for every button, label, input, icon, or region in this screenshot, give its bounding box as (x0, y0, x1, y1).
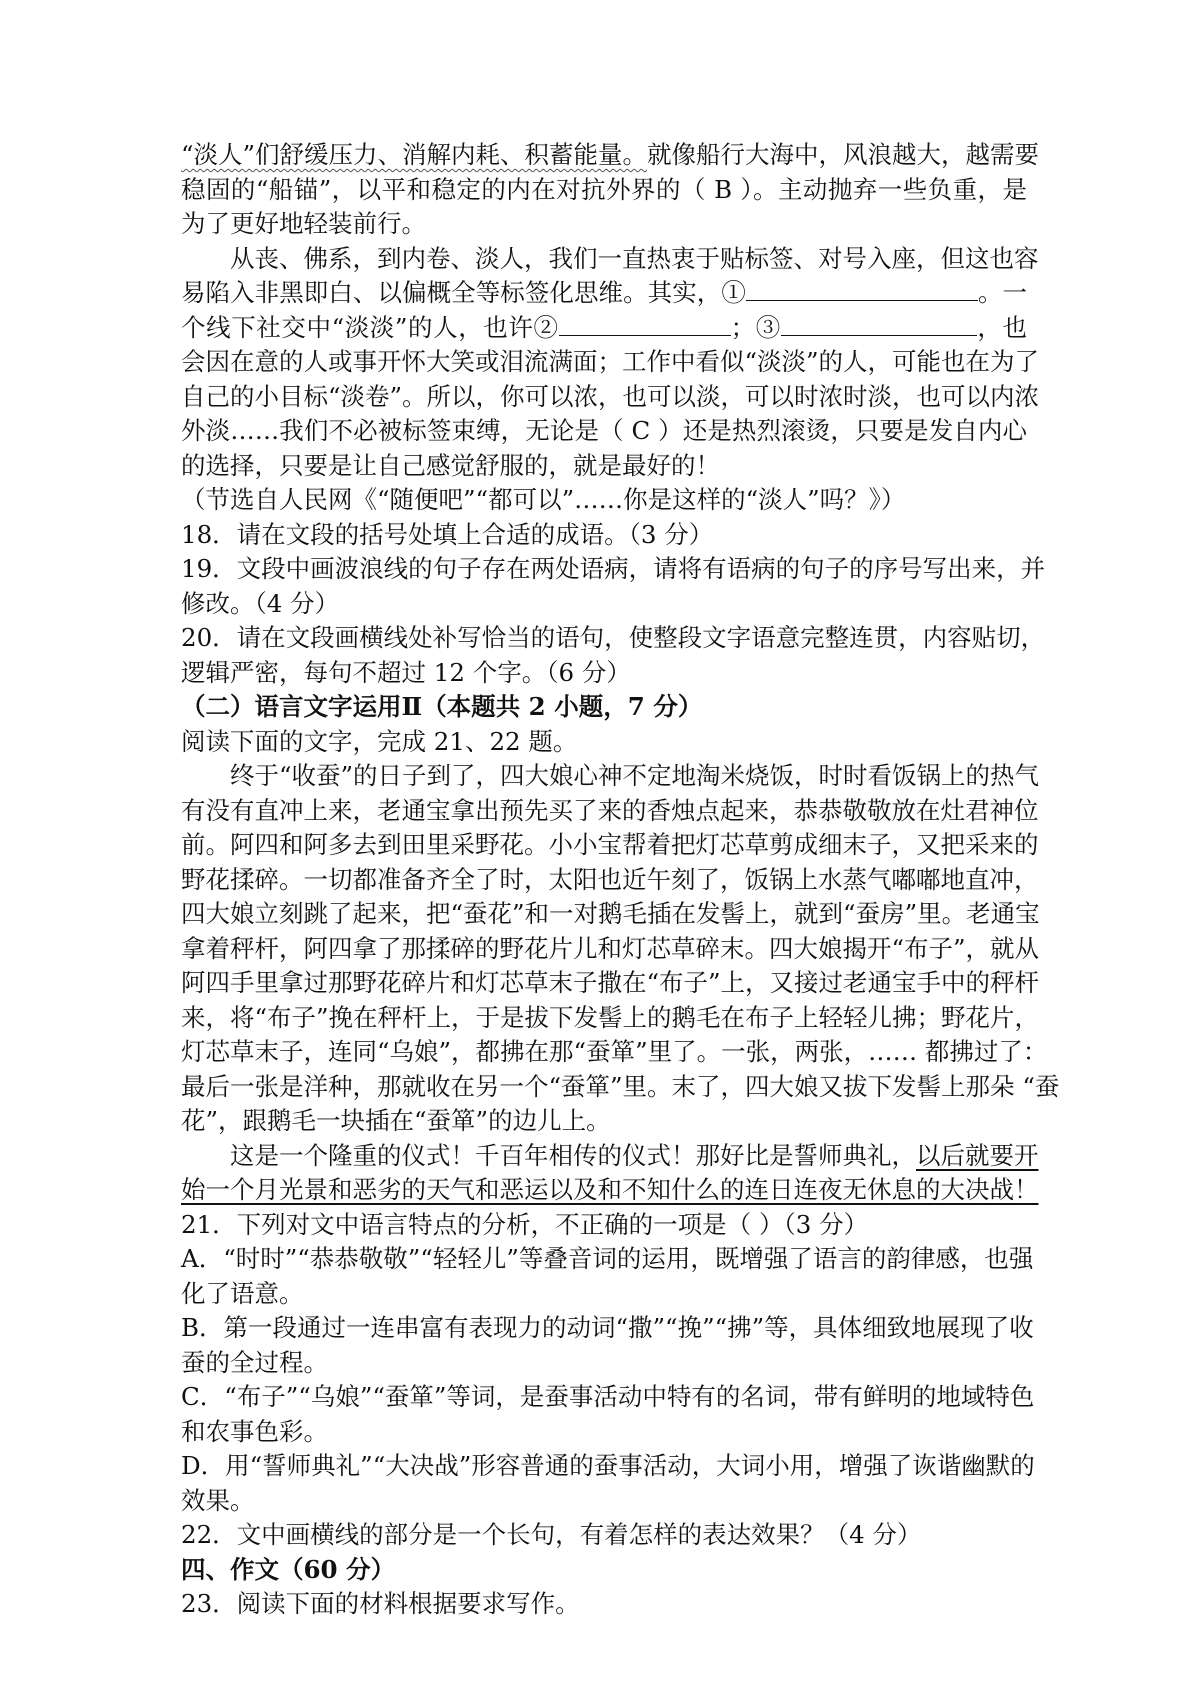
question-19-line-2: 修改。（4 分） (181, 588, 340, 618)
passage1-line-3: 为了更好地轻装前行。 (181, 209, 426, 238)
question-21-stem: 21．下列对文中语言特点的分析，不正确的一项是（ ）（3 分） (181, 1209, 869, 1239)
passage1-line-5: 易陷入非黑即白、以偏概全等标签化思维。其实，① 。一 (181, 278, 1028, 307)
question-20-line-2: 逻辑严密，每句不超过 12 个字。（6 分） (181, 657, 631, 687)
question-23: 23．阅读下面的材料根据要求写作。 (181, 1589, 580, 1618)
passage1-line-1: “淡人”们舒缓压力、消解内耗、积蓄能量。就像船行大海中，风浪越大，越需要 (181, 140, 1040, 169)
passage1-line-10: 的选择，只要是让自己感觉舒服的，就是最好的！ (181, 450, 720, 480)
section-2-intro: 阅读下面的文字，完成 21、22 题。 (181, 726, 578, 756)
section-4-heading: 四、作文（60 分） (181, 1554, 396, 1584)
exam-page (181, 138, 1060, 1622)
passage1-line-6: 个线下社交中“淡淡”的人，也许② ；③ ，也 (181, 312, 1028, 342)
question-19-line-1: 19．文段中画波浪线的句子存在两处语病，请将有语病的句子的序号写出来，并 (181, 554, 1046, 583)
question-21-option-a-cont: 化了语意。 (181, 1278, 304, 1308)
underlined-long-sentence: 以后就要开 (916, 1140, 1039, 1170)
passage2-line: 阿四手里拿过那野花碎片和灯芯草末子撒在“布子”上，又接过老通宝手中的秤杆 (181, 968, 1040, 997)
question-21-option-c: C．“布子”“乌娘”“蚕箪”等词，是蚕事活动中特有的名词，带有鲜明的地域特色 (181, 1382, 1035, 1411)
passage1-line-9: 外淡……我们不必被标签束缚，无论是（ C ）还是热烈滚烫，只要是发自内心 (181, 416, 1027, 445)
question-21-option-b-cont: 蚕的全过程。 (181, 1347, 328, 1377)
wavy-sentence: “淡人”们舒缓压力、消解内耗、积蓄能量。 (181, 140, 648, 169)
question-18: 18．请在文段的括号处填上合适的成语。（3 分） (181, 519, 714, 549)
question-21-option-d: D．用“誓师典礼”“大决战”形容普通的蚕事活动，大词小用，增强了诙谐幽默的 (181, 1451, 1035, 1480)
question-22: 22．文中画横线的部分是一个长句，有着怎样的表达效果？（4 分） (181, 1520, 922, 1549)
passage1-line-7: 会因在意的人或事开怀大笑或泪流满面；工作中看似“淡淡”的人，可能也在为了 (181, 347, 1040, 376)
passage2-line: 花”，跟鹅毛一块插在“蚕箪”的边儿上。 (181, 1106, 611, 1135)
passage2-line: 拿着秤杆，阿四拿了那揉碎的野花片儿和灯芯草碎末。四大娘揭开“布子”，就从 (181, 933, 1040, 963)
passage2-line: 终于“收蚕”的日子到了，四大娘心神不定地淘米烧饭，时时看饭锅上的热气 (230, 761, 1040, 790)
passage1-line-4: 从丧、佛系，到内卷、淡人，我们一直热衷于贴标签、对号入座，但这也容 (230, 243, 1039, 273)
question-21-option-d-cont: 效果。 (181, 1485, 255, 1515)
underlined-long-sentence: 始一个月光景和恶劣的天气和恶运以及和不知什么的连日连夜无休息的大决战！ (181, 1175, 1039, 1204)
passage1-source: （节选自人民网《“随便吧”“都可以”……你是这样的“淡人”吗？》） (181, 485, 906, 514)
passage1-line-2: 稳固的“船锚”，以平和稳定的内在对抗外界的（ B ）。主动抛弃一些负重，是 (181, 174, 1027, 204)
answer-blank-1[interactable] (746, 276, 978, 301)
answer-blank-3[interactable] (781, 311, 977, 336)
question-21-option-c-cont: 和农事色彩。 (181, 1416, 328, 1446)
passage2-line: 有没有直冲上来，老通宝拿出预先买了来的香烛点起来，恭恭敬敬放在灶君神位 (181, 795, 1039, 825)
passage2-line: 灯芯草末子，连同“乌娘”，都拂在那“蚕箪”里了。一张，两张，…… 都拂过了： (181, 1037, 1048, 1066)
passage2-line: 来，将“布子”挽在秤杆上，于是拔下发髻上的鹅毛在布子上轻轻儿拂；野花片， (181, 1002, 1040, 1032)
passage2-line: 野花揉碎。一切都准备齐全了时，太阳也近午刻了，饭锅上水蒸气嘟嘟地直冲， (181, 864, 1039, 894)
question-21-option-a: A．“时时”“恭恭敬敬”“轻轻儿”等叠音词的运用，既增强了语言的韵律感，也强 (181, 1244, 1034, 1273)
answer-blank-2[interactable] (559, 311, 731, 336)
passage2-line: 四大娘立刻跳了起来，把“蚕花”和一对鹅毛插在发髻上，就到“蚕房”里。老通宝 (181, 899, 1040, 928)
passage1-line-8: 自己的小目标“淡卷”。所以，你可以浓，也可以淡，可以时浓时淡，也可以内浓 (181, 381, 1040, 411)
passage2-line: 前。阿四和阿多去到田里采野花。小小宝帮着把灯芯草剪成细末子，又把采来的 (181, 830, 1039, 859)
question-21-option-b: B．第一段通过一连串富有表现力的动词“撒”“挽”“拂”等，具体细致地展现了收 (181, 1313, 1034, 1342)
question-20-line-1: 20．请在文段画横线处补写恰当的语句，使整段文字语意完整连贯，内容贴切， (181, 623, 1046, 652)
section-2-heading: （二）语言文字运用Ⅱ（本题共 2 小题，7 分） (181, 692, 703, 721)
passage2-para2-line-1: 这是一个隆重的仪式！千百年相传的仪式！那好比是誓师典礼，以后就要开 (230, 1140, 1039, 1170)
passage2-line: 最后一张是洋种，那就收在另一个“蚕箪”里。末了，四大娘又拔下发髻上那朵 “蚕 (181, 1071, 1060, 1101)
passage2-para2-line-2 (181, 1173, 1039, 1208)
